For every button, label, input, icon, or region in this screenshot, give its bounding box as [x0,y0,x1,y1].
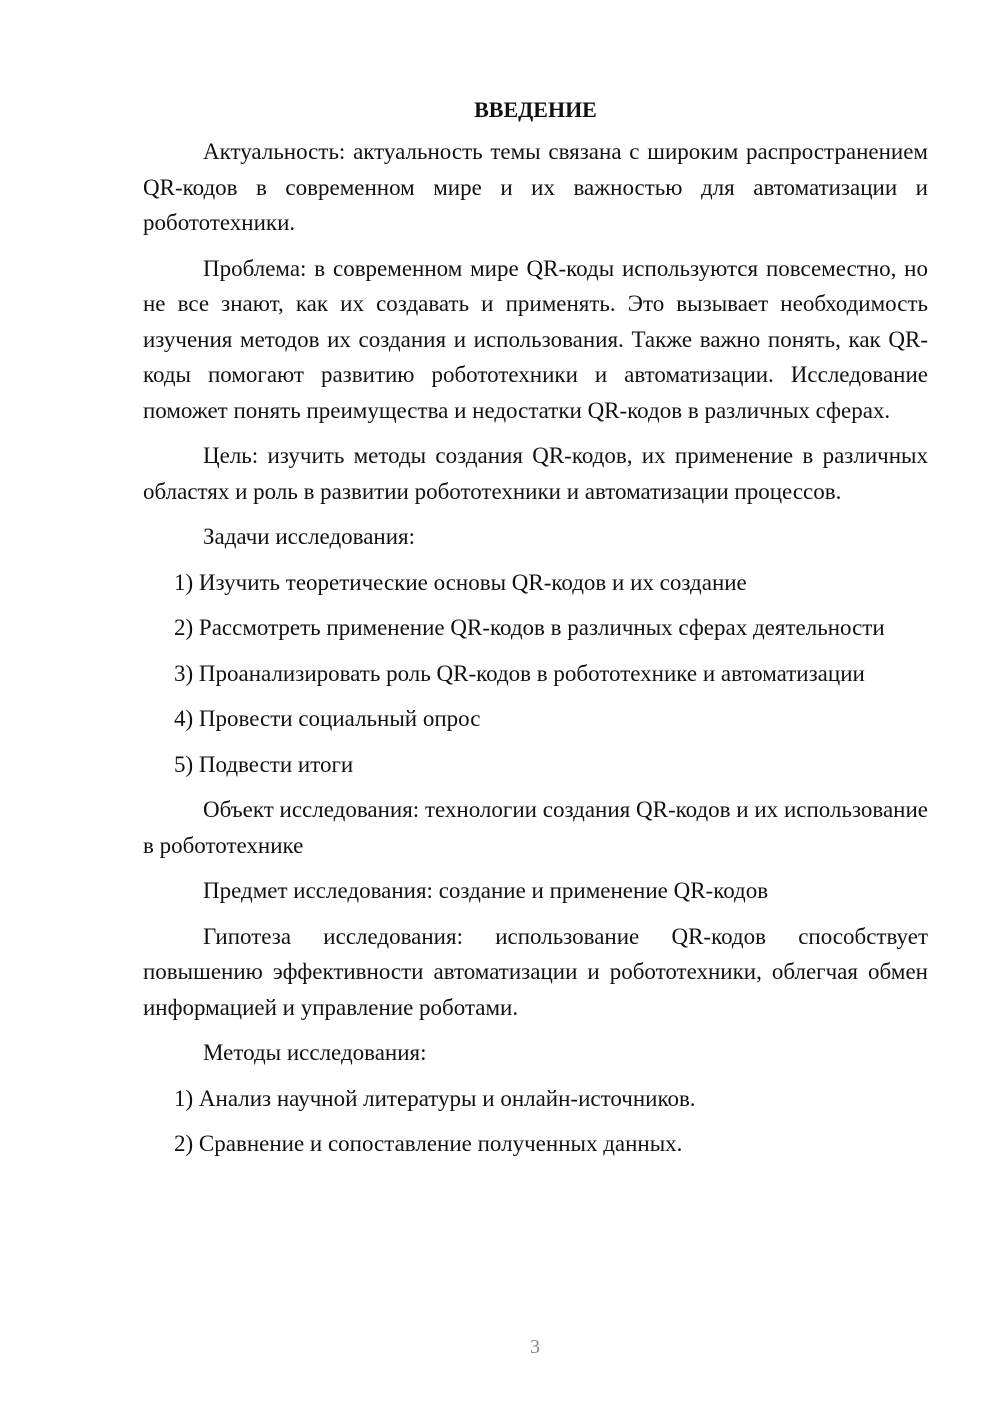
tasks-heading: Задачи исследования: [203,524,416,549]
list-item-method-2: 2) Сравнение и сопоставление полученных данных. [174,1131,683,1156]
list-item-task-3: 3) Проанализировать роль QR-кодов в робототехнике и автоматизации [174,660,865,686]
paragraph-object: Объект исследования: технологии создания QR-кодов и их использование в робототехнике [143,797,928,858]
page-title: ВВЕДЕНИЕ [474,97,597,122]
list-item-task-2: 2) Рассмотреть применение QR-кодов в различных сферах деятельности [174,615,885,640]
list-item-method-1: 1) Анализ научной литературы и онлайн-источников. [174,1085,696,1111]
paragraph-hypothesis: Гипотеза исследования: использование QR-кодов способствует повышению эффективности автоматизации и робототехники, облегчая обмен информацией и управление роботами. [143,923,928,1020]
paragraph-problem: Проблема: в современном мире QR-коды используются повсеместно, но не все знают, как их создавать и применять. Это вызывает необходимость изучения методов их создания и использования. Также важно понять, как QR-коды помогают развитию робототехники и автоматизации. Исследование поможет понять преимущества и недостатки QR-кодов в различных сферах. [143,255,928,423]
page-number: 3 [530,1336,540,1358]
document-body [143,92,928,1172]
methods-heading: Методы исследования: [203,1040,427,1065]
paragraph-relevance: Актуальность: актуальность темы связана с широким распространением QR-кодов в современном мире и их важностью для автоматизации и робототехники. [143,139,928,235]
list-item-task-4: 4) Провести социальный опрос [174,706,481,731]
paragraph-subject: Предмет исследования: создание и применение QR-кодов [203,878,769,903]
list-item-task-5: 5) Подвести итоги [174,751,354,777]
paragraph-goal: Цель: изучить методы создания QR-кодов, их применение в различных областях и роль в развитии робототехники и автоматизации процессов. [143,443,928,504]
list-item-task-1: 1) Изучить теоретические основы QR-кодов и их создание [174,569,747,595]
